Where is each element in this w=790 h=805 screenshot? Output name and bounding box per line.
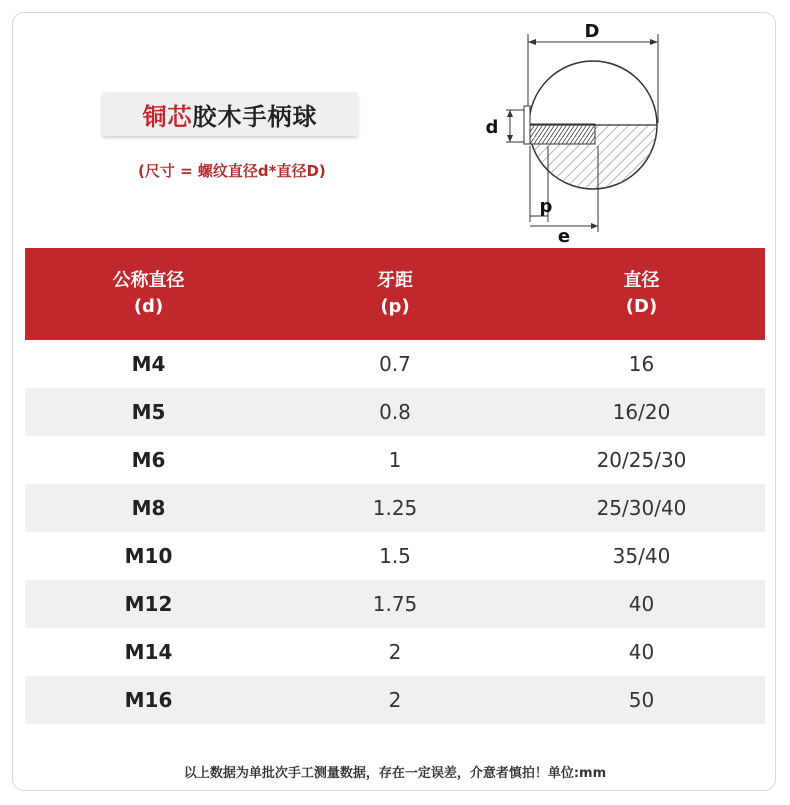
size-note: (尺寸 = 螺纹直径d*直径D) <box>138 162 326 180</box>
cell-thread: M10 <box>124 544 173 568</box>
header-ball-diameter <box>518 268 765 320</box>
header-label: 牙距 <box>377 270 413 291</box>
cell-diameter: 25/30/40 <box>596 496 687 520</box>
label-D: D <box>584 21 600 42</box>
cell-thread: M5 <box>131 400 166 424</box>
spec-table <box>25 248 765 724</box>
cell-pitch: 2 <box>388 688 402 712</box>
header-unit: (D) <box>625 296 658 317</box>
label-p: p <box>539 196 553 217</box>
cell-thread: M14 <box>124 640 173 664</box>
cell-pitch: 1.75 <box>372 592 418 616</box>
table-row <box>25 388 765 436</box>
product-title <box>102 92 358 136</box>
label-e: e <box>557 226 571 247</box>
cell-diameter: 20/25/30 <box>596 448 687 472</box>
header-unit: (p) <box>380 296 410 317</box>
title-highlight: 铜芯 <box>142 102 193 131</box>
measurement-disclaimer: 以上数据为单批次手工测量数据，存在一定误差，介意者慎拍！单位:mm <box>183 766 607 781</box>
cell-diameter: 40 <box>628 592 655 616</box>
header-unit: (d) <box>133 296 164 317</box>
cell-pitch: 1.5 <box>379 544 411 568</box>
table-row <box>25 484 765 532</box>
table-header <box>25 248 765 340</box>
table-row <box>25 436 765 484</box>
table-row <box>25 340 765 388</box>
header-diameter <box>25 268 272 320</box>
cell-pitch: 0.8 <box>379 400 411 424</box>
cell-diameter: 16 <box>628 352 655 376</box>
knob-dimension-diagram <box>478 18 678 248</box>
cell-diameter: 50 <box>628 688 655 712</box>
cell-thread: M8 <box>131 496 166 520</box>
cell-thread: M16 <box>124 688 173 712</box>
cell-diameter: 40 <box>628 640 655 664</box>
table-row <box>25 532 765 580</box>
cell-pitch: 1 <box>388 448 402 472</box>
cell-diameter: 16/20 <box>612 400 671 424</box>
cell-pitch: 1.25 <box>372 496 418 520</box>
cell-pitch: 0.7 <box>379 352 411 376</box>
header-label: 直径 <box>623 270 660 291</box>
label-d: d <box>485 117 499 138</box>
cell-pitch: 2 <box>388 640 402 664</box>
cell-thread: M4 <box>131 352 166 376</box>
table-row <box>25 676 765 724</box>
cell-diameter: 35/40 <box>612 544 671 568</box>
table-row <box>25 580 765 628</box>
header-pitch <box>272 268 518 320</box>
header-label: 公称直径 <box>112 270 185 291</box>
title-rest: 胶木手柄球 <box>192 102 318 131</box>
cell-thread: M6 <box>131 448 166 472</box>
table-row <box>25 628 765 676</box>
cell-thread: M12 <box>124 592 173 616</box>
